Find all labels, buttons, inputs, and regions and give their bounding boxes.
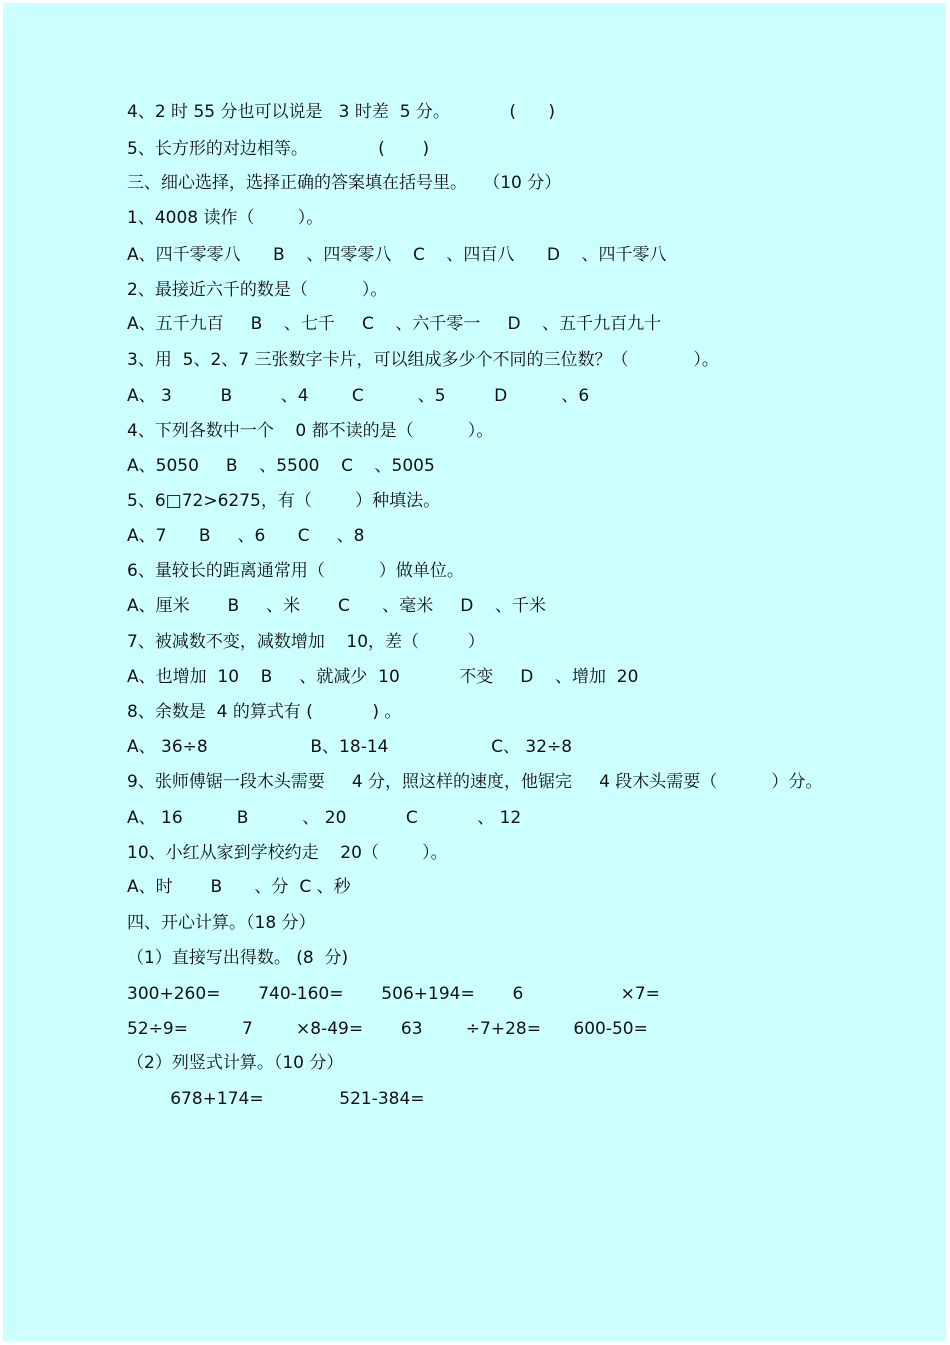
question-4: 4、下列各数中一个 0 都不读的是（ ）。	[127, 421, 494, 441]
question-5-options: A、7 B 、6 C 、8	[127, 526, 365, 546]
question-6: 6、量较长的距离通常用（ ）做单位。	[127, 561, 464, 581]
question-10: 10、小红从家到学校约走 20（ ）。	[127, 843, 448, 863]
question-2-options: A、五千九百 B 、七千 C 、六千零一 D 、五千九百九十	[127, 314, 662, 334]
part-2-heading: （2）列竖式计算。（10 分）	[127, 1053, 344, 1073]
question-1-options: A、四千零零八 B 、四零零八 C 、四百八 D 、四千零八	[127, 245, 667, 265]
question-8: 8、余数是 4 的算式有 ( ) 。	[127, 702, 402, 722]
section-3-heading: 三、细心选择，选择正确的答案填在括号里。 （10 分）	[127, 173, 562, 193]
question-9-options: A、 16 B 、 20 C 、 12	[127, 808, 522, 828]
vertical-calc-row: 678+174= 521-384=	[127, 1089, 425, 1109]
question-6-options: A、厘米 B 、米 C 、毫米 D 、千米	[127, 596, 546, 616]
question-3: 3、用 5、2、7 三张数字卡片，可以组成多少个不同的三位数？（ ）。	[127, 350, 719, 370]
mental-math-row-2: 52÷9= 7 ×8-49= 63 ÷7+28= 600-50=	[127, 1019, 648, 1039]
question-9: 9、张师傅锯一段木头需要 4 分，照这样的速度，他锯完 4 段木头需要（ ）分。	[127, 772, 823, 792]
section-4-heading: 四、开心计算。（18 分）	[127, 913, 316, 933]
question-10-options: A、时 B 、分 C 、秒	[127, 877, 351, 897]
question-7-options: A、也增加 10 B 、就减少 10 不变 D 、增加 20	[127, 667, 639, 687]
part-1-heading: （1）直接写出得数。 (8 分)	[127, 948, 349, 968]
question-4-options: A、5050 B 、5500 C 、5005	[127, 456, 435, 476]
question-5: 5、6□72>6275，有（ ）种填法。	[127, 491, 441, 511]
question-7: 7、被减数不变，减数增加 10，差（ ）	[127, 632, 485, 652]
question-8-options: A、 36÷8 B、18-14 C、 32÷8	[127, 737, 573, 757]
question-3-options: A、 3 B 、4 C 、5 D 、6	[127, 386, 590, 406]
question-1: 1、4008 读作（ ）。	[127, 208, 324, 228]
true-false-item-4: 4、2 时 55 分也可以说是 3 时差 5 分。 ( )	[127, 102, 556, 122]
mental-math-row-1: 300+260= 740-160= 506+194= 6 ×7=	[127, 984, 660, 1004]
true-false-item-5: 5、长方形的对边相等。 ( )	[127, 139, 430, 159]
question-2: 2、最接近六千的数是（ ）。	[127, 280, 388, 300]
